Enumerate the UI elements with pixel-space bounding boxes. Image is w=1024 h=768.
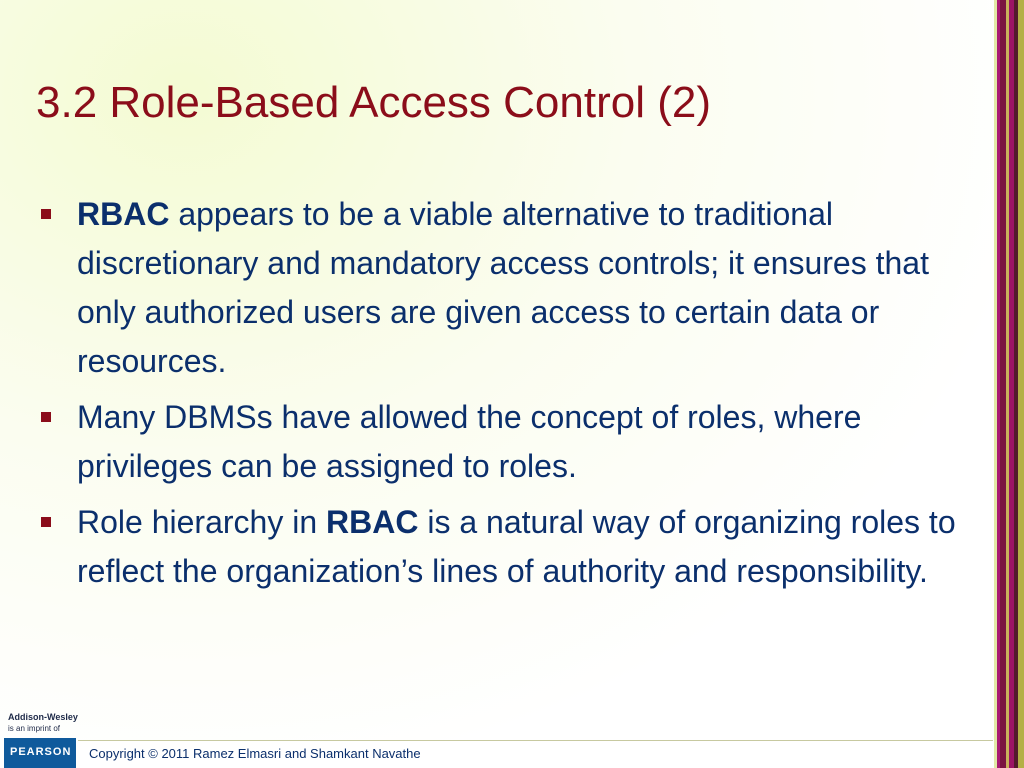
bullet-text: is a natural way of organizing roles to reflect the organization’s lines of authority and responsibility.	[77, 504, 956, 589]
bullet-bold-term: RBAC	[326, 504, 419, 540]
slide-title: 3.2 Role-Based Access Control (2)	[36, 78, 711, 127]
bullet-item	[36, 393, 966, 491]
bullet-text: Role hierarchy in	[77, 504, 326, 540]
square-bullet-icon	[41, 517, 51, 527]
bullet-item	[36, 498, 966, 596]
logo-brand-box	[4, 738, 76, 768]
square-bullet-icon	[41, 412, 51, 422]
bullet-item	[36, 190, 966, 386]
publisher-logo	[2, 710, 76, 768]
logo-brand-name: PEARSON	[10, 746, 72, 758]
bullet-list	[36, 190, 966, 603]
bullet-text: Many DBMSs have allowed the concept of roles, where privileges can be assigned to roles.	[77, 399, 862, 484]
square-bullet-icon	[41, 209, 51, 219]
logo-imprint-text: is an imprint of	[8, 724, 61, 733]
bullet-text: appears to be a viable alternative to traditional discretionary and mandatory access controls; it ensures that only authorized users are given access to certain data or resources.	[77, 196, 929, 379]
decorative-side-stripes	[994, 0, 1024, 768]
logo-publisher-name: Addison-Wesley	[8, 712, 78, 722]
bullet-bold-term: RBAC	[77, 196, 170, 232]
copyright-text: Copyright © 2011 Ramez Elmasri and Shamkant Navathe	[89, 746, 421, 761]
